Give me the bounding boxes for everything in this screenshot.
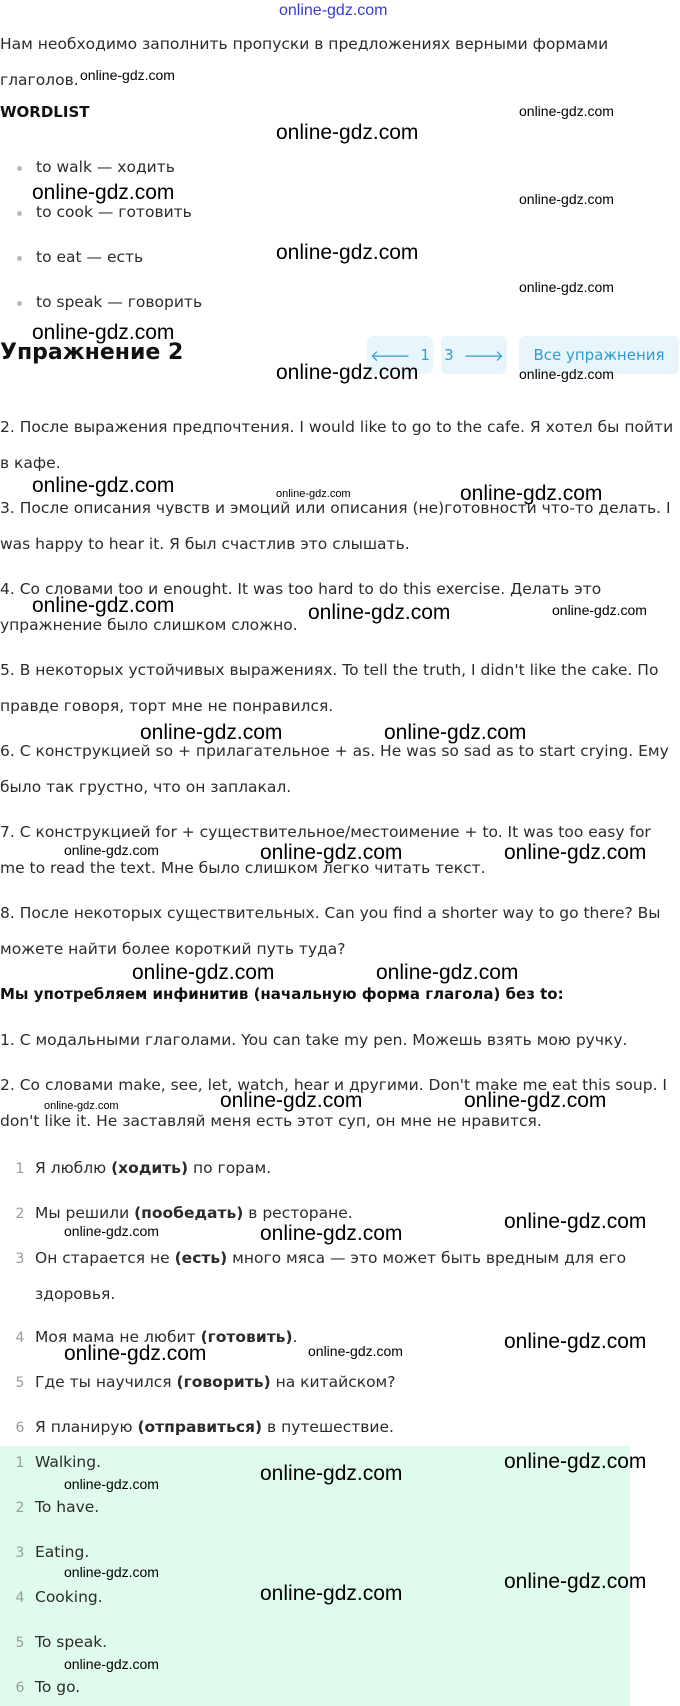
- wordlist-item: to speak — говорить: [36, 293, 203, 311]
- question-verb: (говорить): [176, 1373, 271, 1391]
- rule-paragraph: 6. С конструкцией so + прилагательное + as. He was so sad as to start crying. Ему было так грустно, что он заплакал.: [0, 742, 669, 796]
- question-verb: (есть): [174, 1249, 228, 1267]
- question-item: [35, 1150, 271, 1186]
- watermark: online-gdz.com: [64, 1223, 159, 1239]
- watermark: online-gdz.com: [376, 961, 519, 984]
- watermark: online-gdz.com: [384, 721, 527, 744]
- intro-text: Нам необходимо заполнить пропуски в предложениях верными формами глаголов.: [0, 35, 609, 89]
- question-number: 4: [15, 1330, 25, 1346]
- question-text: Где ты научился: [35, 1373, 177, 1391]
- watermark: online-gdz.com: [44, 1100, 119, 1112]
- rule-paragraph: 7. С конструкцией for + существительное/местоимение + to. It was too easy for me to read the text. Мне было слишком легко читать текст.: [0, 823, 651, 877]
- question-text: Я люблю: [35, 1159, 112, 1177]
- watermark: online-gdz.com: [276, 241, 419, 264]
- watermark: online-gdz.com: [504, 1330, 647, 1353]
- rule-paragraph: 3. После описания чувств и эмоций или описания (не)готовности что-то делать. I was happy to hear it. Я был счастлив это слышать.: [0, 499, 671, 553]
- watermark: online-gdz.com: [32, 181, 175, 204]
- question-item: [35, 1409, 394, 1445]
- answer-item: Walking.: [35, 1453, 102, 1471]
- watermark: online-gdz.com: [519, 366, 614, 382]
- wordlist-item: to eat — есть: [36, 248, 144, 266]
- question-text: Он старается не: [35, 1249, 175, 1267]
- wordlist-item: to walk — ходить: [36, 158, 175, 176]
- answer-number: 3: [15, 1545, 25, 1561]
- arrow-right-icon: 🡒: [463, 346, 504, 365]
- answer-item: Eating.: [35, 1543, 90, 1561]
- answer-item: To speak.: [35, 1633, 108, 1651]
- wordlist-item: to cook — готовить: [36, 203, 192, 221]
- question-text: Я планирую: [35, 1418, 138, 1436]
- watermark: online-gdz.com: [276, 361, 419, 384]
- watermark: online-gdz.com: [260, 1222, 403, 1245]
- watermark: online-gdz.com: [32, 474, 175, 497]
- question-text: .: [292, 1328, 298, 1346]
- watermark: online-gdz.com: [64, 1564, 159, 1580]
- watermark: online-gdz.com: [504, 1450, 647, 1473]
- watermark: online-gdz.com: [64, 1656, 159, 1672]
- watermark: online-gdz.com: [80, 67, 175, 83]
- answer-number: 4: [15, 1590, 25, 1606]
- question-verb: (готовить): [200, 1328, 293, 1346]
- watermark: online-gdz.com: [504, 1570, 647, 1593]
- answer-item: To have.: [35, 1498, 100, 1516]
- question-verb: (пообедать): [134, 1204, 244, 1222]
- watermark: online-gdz.com: [276, 121, 419, 144]
- bullet-dot: [17, 256, 22, 261]
- watermark: online-gdz.com: [464, 1089, 607, 1112]
- site-logo[interactable]: online-gdz.com: [279, 2, 388, 19]
- watermark: online-gdz.com: [64, 842, 159, 858]
- all-exercises-button[interactable]: Все упражнения: [519, 336, 679, 374]
- question-text: по горам.: [188, 1159, 272, 1177]
- watermark: online-gdz.com: [504, 841, 647, 864]
- watermark: online-gdz.com: [519, 279, 614, 295]
- watermark: online-gdz.com: [132, 961, 275, 984]
- next-exercise-button[interactable]: [441, 336, 507, 374]
- watermark: online-gdz.com: [276, 488, 351, 500]
- rule-paragraph: 8. После некоторых существительных. Can you find a shorter way to go there? Вы можете найти более короткий путь туда?: [0, 904, 661, 958]
- arrow-left-icon: 🡐: [370, 346, 411, 365]
- answer-number: 2: [15, 1500, 25, 1516]
- watermark: online-gdz.com: [64, 1342, 207, 1365]
- watermark: online-gdz.com: [140, 721, 283, 744]
- question-number: 2: [15, 1206, 25, 1222]
- question-continuation: здоровья.: [35, 1285, 116, 1303]
- watermark: online-gdz.com: [220, 1089, 363, 1112]
- question-text: Мы решили: [35, 1204, 135, 1222]
- bullet-dot: [17, 166, 22, 171]
- question-text: в путешествие.: [262, 1418, 394, 1436]
- wordlist-title: WORDLIST: [0, 103, 90, 121]
- watermark: online-gdz.com: [32, 594, 175, 617]
- watermark: online-gdz.com: [308, 601, 451, 624]
- question-text: в ресторане.: [243, 1204, 353, 1222]
- question-verb: (ходить): [111, 1159, 189, 1177]
- question-number: 3: [15, 1251, 25, 1267]
- question-text: Моя мама не любит: [35, 1328, 201, 1346]
- answer-number: 5: [15, 1635, 25, 1651]
- question-text: на китайском?: [270, 1373, 396, 1391]
- watermark: online-gdz.com: [519, 191, 614, 207]
- answer-number: 1: [15, 1455, 25, 1471]
- bare-rule-paragraph: 2. Со словами make, see, let, watch, hear и другими. Don't make me eat this soup. I don't like it. Не заставляй меня есть этот суп, он мне не нравится.: [0, 1076, 667, 1130]
- rule-paragraph: 4. Со словами too и enought. It was too hard to do this exercise. Делать это упражнение было слишком сложно.: [0, 580, 602, 634]
- watermark: online-gdz.com: [308, 1343, 403, 1359]
- watermark: online-gdz.com: [519, 103, 614, 119]
- bullet-dot: [17, 211, 22, 216]
- bare-rule-paragraph: 1. С модальными глаголами. You can take my pen. Можешь взять мою ручку.: [0, 1031, 628, 1049]
- watermark: online-gdz.com: [64, 1476, 159, 1492]
- exercise-title: Упражнение 2: [0, 340, 184, 365]
- watermark: online-gdz.com: [260, 841, 403, 864]
- next-exercise-label: 3: [444, 346, 454, 364]
- watermark: online-gdz.com: [504, 1210, 647, 1233]
- rule-paragraph: 2. После выражения предпочтения. I would like to go to the cafe. Я хотел бы пойти в кафе.: [0, 418, 674, 472]
- bullet-dot: [17, 301, 22, 306]
- watermark: online-gdz.com: [552, 602, 647, 618]
- watermark: online-gdz.com: [260, 1582, 403, 1605]
- watermark: online-gdz.com: [260, 1462, 403, 1485]
- rule-paragraph: 5. В некоторых устойчивых выражениях. To tell the truth, I didn't like the cake. По правде говоря, торт мне не понравился.: [0, 661, 659, 715]
- question-number: 1: [15, 1161, 25, 1177]
- prev-exercise-label: 1: [420, 346, 430, 364]
- answer-item: To go.: [35, 1678, 81, 1696]
- watermark: online-gdz.com: [460, 482, 603, 505]
- answer-number: 6: [15, 1680, 25, 1696]
- question-item: [35, 1364, 395, 1400]
- bare-infinitive-heading: Мы употребляем инфинитив (начальную форма глагола) без to:: [0, 985, 564, 1003]
- question-text: много мяса — это может быть вредным для его: [227, 1249, 627, 1267]
- answer-item: Cooking.: [35, 1588, 103, 1606]
- question-number: 6: [15, 1420, 25, 1436]
- question-verb: (отправиться): [137, 1418, 263, 1436]
- watermark: online-gdz.com: [32, 321, 175, 344]
- question-number: 5: [15, 1375, 25, 1391]
